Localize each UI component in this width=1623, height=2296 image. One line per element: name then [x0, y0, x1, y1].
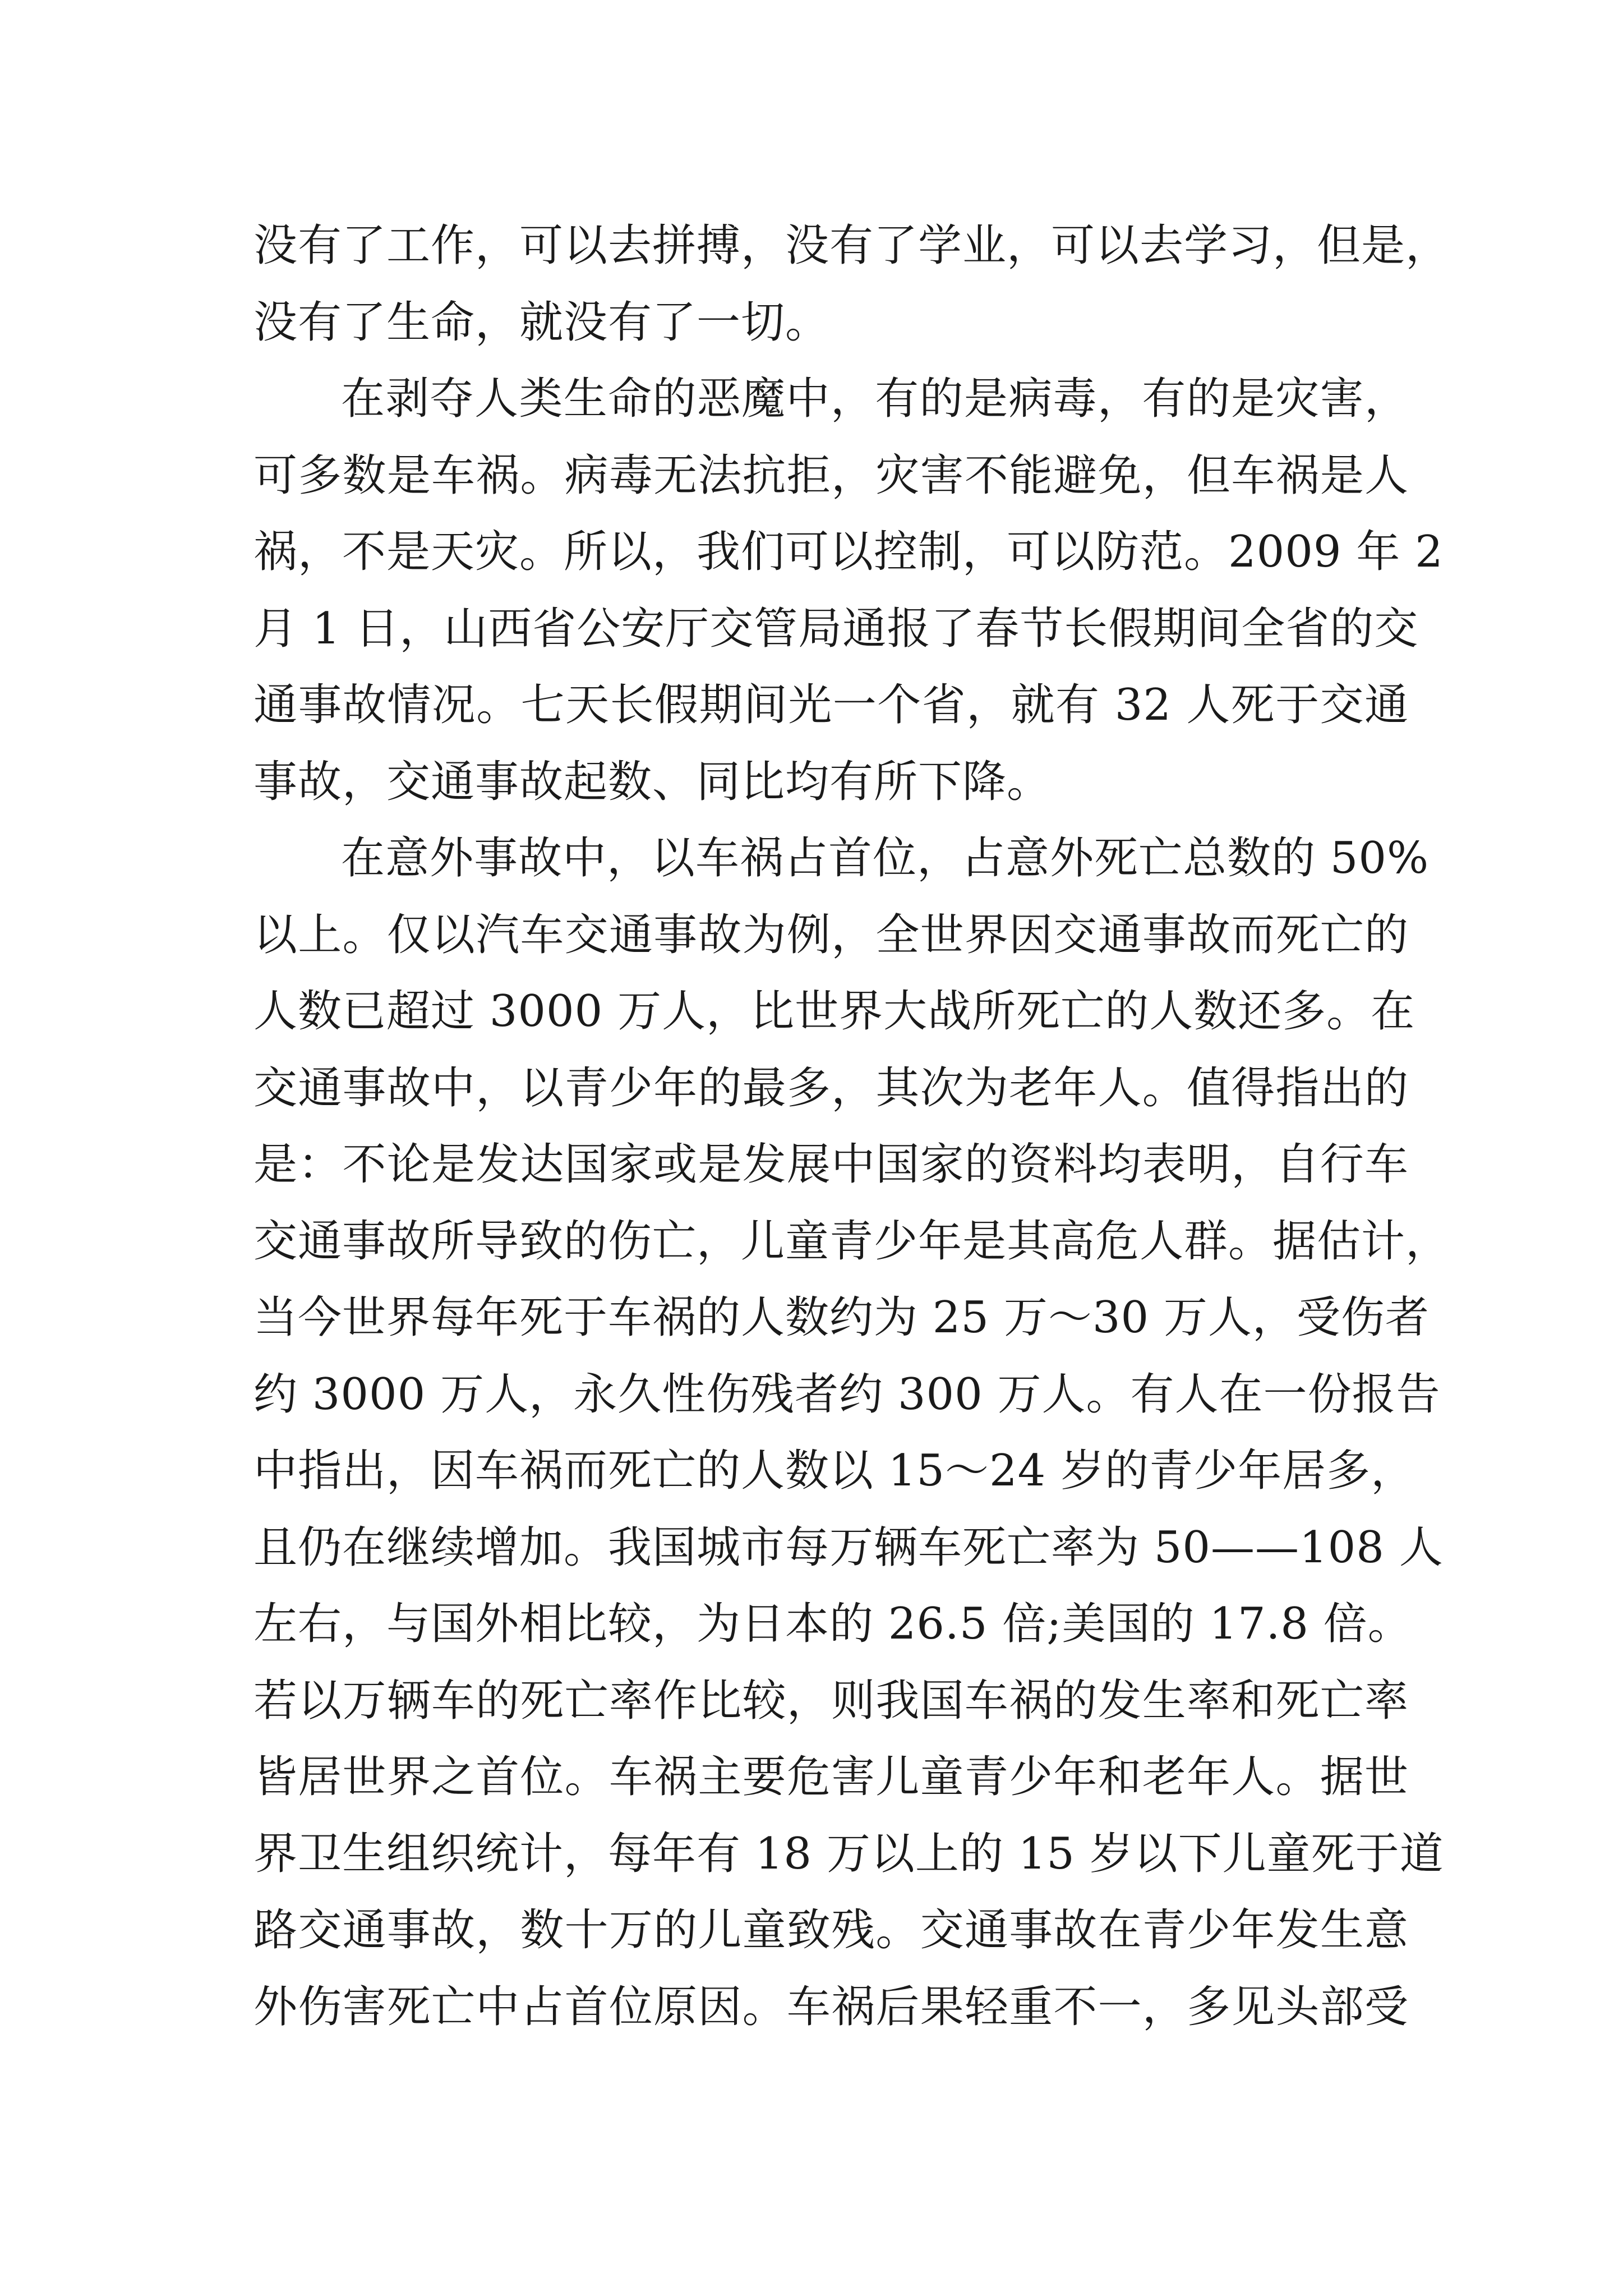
text-line: 约 3000 万人，永久性伤残者约 300 万人。有人在一份报告 [253, 1369, 1441, 1420]
text-line: 没有了生命，就没有了一切。 [253, 297, 830, 348]
text-line: 人数已超过 3000 万人，比世界大战所死亡的人数还多。在 [253, 986, 1415, 1037]
text-line: 是：不论是发达国家或是发展中国家的资料均表明，自行车 [253, 1139, 1409, 1190]
text-line: 当今世界每年死于车祸的人数约为 25 万～30 万人，受伤者 [253, 1292, 1430, 1343]
text-line: 通事故情况。七天长假期间光一个省，就有 32 人死于交通 [253, 680, 1409, 730]
text-line: 以上。仅以汽车交通事故为例，全世界因交通事故而死亡的 [253, 909, 1409, 960]
paragraph-first-line: 在意外事故中，以车祸占首位，占意外死亡总数的 50% [341, 833, 1430, 884]
text-line: 外伤害死亡中占首位原因。车祸后果轻重不一，多见头部受 [253, 1981, 1409, 2032]
text-line: 没有了工作，可以去拼搏，没有了学业，可以去学习，但是， [253, 220, 1450, 271]
text-line: 月 1 日，山西省公安厅交管局通报了春节长假期间全省的交 [253, 603, 1419, 654]
text-line: 交通事故中，以青少年的最多，其次为老年人。值得指出的 [253, 1062, 1409, 1114]
text-line: 事故，交通事故起数、同比均有所下降。 [253, 756, 1052, 807]
text-line: 左右，与国外相比较，为日本的 26.5 倍;美国的 17.8 倍。 [253, 1599, 1412, 1649]
text-line: 界卫生组织统计，每年有 18 万以上的 15 岁以下儿童死于道 [253, 1828, 1444, 1879]
text-line: 可多数是车祸。病毒无法抗拒，灾害不能避免，但车祸是人 [253, 450, 1409, 501]
text-line: 且仍在继续增加。我国城市每万辆车死亡率为 50——108 人 [253, 1522, 1444, 1573]
text-line: 路交通事故，数十万的儿童致残。交通事故在青少年发生意 [253, 1905, 1409, 1955]
body-text [253, 208, 1450, 2045]
text-line: 若以万辆车的死亡率作比较，则我国车祸的发生率和死亡率 [253, 1675, 1409, 1726]
text-line: 皆居世界之首位。车祸主要危害儿童青少年和老年人。据世 [253, 1752, 1409, 1802]
text-line: 交通事故所导致的伤亡，儿童青少年是其高危人群。据估计， [253, 1216, 1450, 1267]
text-line: 中指出，因车祸而死亡的人数以 15～24 岁的青少年居多， [253, 1446, 1415, 1496]
paragraph-first-line: 在剥夺人类生命的恶魔中，有的是病毒，有的是灾害， [341, 374, 1409, 424]
text-line: 祸，不是天灾。所以，我们可以控制，可以防范。2009 年 2 [253, 527, 1444, 577]
